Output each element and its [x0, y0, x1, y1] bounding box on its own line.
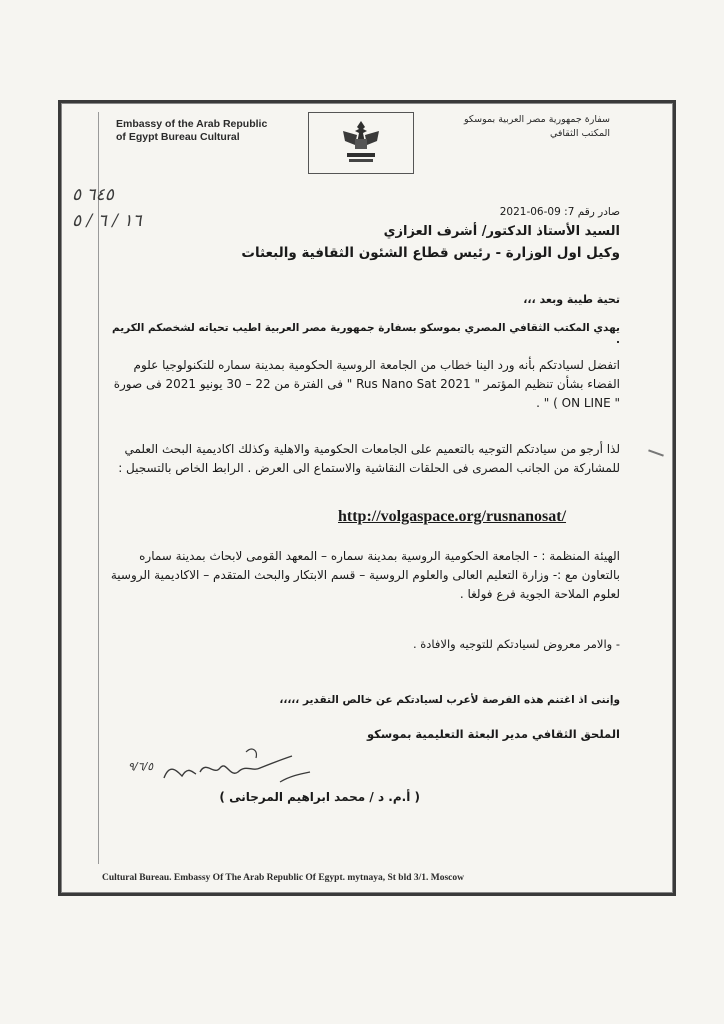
letterhead-arabic-line2: المكتب الثقافي [549, 128, 610, 139]
handwritten-ref-line2: ١٦ / ٦ / ٥ [72, 211, 142, 231]
eagle-emblem-icon [339, 119, 383, 165]
signatory-name: ( أ.م. د / محمد ابراهيم المرجانى ) [219, 790, 420, 804]
addressee-title: وكيل اول الوزارة - رئيس قطاع الشئون الثقافية والبعثات [241, 245, 620, 261]
greeting: تحية طيبة وبعد ،،، [523, 293, 620, 306]
emblem-box [308, 112, 414, 174]
letterhead-english-line1: Embassy of the Arab Republic [116, 118, 268, 130]
closing-line: وإننى اذ اغتنم هذه الفرصة لأعرب لسيادتكم عن خالص التقدير ،،،،، [279, 694, 620, 706]
paragraph-organizers: الهيئة المنظمة : - الجامعة الحكومية الروسية بمدينة سماره – المعهد القومى لابحاث بمدينة سماره بالتعاون مع :- وزارة التعليم العالى والعلوم الروسية – قسم الابتكار والبحث المتقدم – الاكاديمية الروسية لعلوم الملاحة الجوية فرع فولغا . [110, 549, 620, 601]
paragraph-submission: - والامر معروض لسيادتكم للتوجيه والافادة . [412, 637, 620, 651]
addressee: السيد الأستاذ الدكتور/ أشرف العزازي [383, 224, 620, 239]
issue-number: صادر رقم 7: 09-06-2021 [499, 206, 620, 218]
handwritten-signature [160, 742, 330, 792]
footer-address: Cultural Bureau. Embassy Of The Arab Republic Of Egypt. mytnaya, St bld 3/1. Moscow [102, 873, 465, 883]
registration-link[interactable]: http://volgaspace.org/rusnanosat/ [338, 508, 567, 525]
letterhead-arabic [410, 113, 610, 141]
letterhead-arabic-line1: سفارة جمهورية مصر العربية بموسكو [464, 114, 610, 125]
letterhead-english [116, 118, 296, 144]
handwritten-reference [72, 182, 142, 234]
signature-date: ٩/٦/٥ [128, 760, 154, 773]
paragraph-intro: يهدي المكتب الثقافي المصري بموسكو بسفارة جمهورية مصر العربية اطيب تحياته لشخصكم الكريم . [111, 322, 620, 346]
letterhead-english-line2: of Egypt Bureau Cultural [116, 131, 240, 143]
paragraph-conference: اتفضل لسيادتكم بأنه ورد الينا خطاب من الجامعة الروسية الحكومية بمدينة سماره للتكنولوجيا علوم الفضاء بشأن تنظيم المؤتمر " Rus Nano Sat 2021 " فى الفترة من 22 – 30 يونيو 2021 فى صورة " ON LINE ) " . [113, 358, 620, 410]
handwritten-ref-line1: ٦٤٥ ٥ [72, 185, 114, 205]
signatory-title: الملحق الثقافي مدير البعثة التعليمية بموسكو [366, 727, 620, 741]
paragraph-request: لذا أرجو من سيادتكم التوجيه بالتعميم على الجامعات الحكومية والاهلية وكذلك اكاديمية البحث العلمي للمشاركة من الجانب المصرى فى الحلقات النقاشية والاستماع الى العرض . الرابط الخاص بالتسجيل : [118, 442, 620, 475]
letterhead-frame [58, 100, 676, 896]
